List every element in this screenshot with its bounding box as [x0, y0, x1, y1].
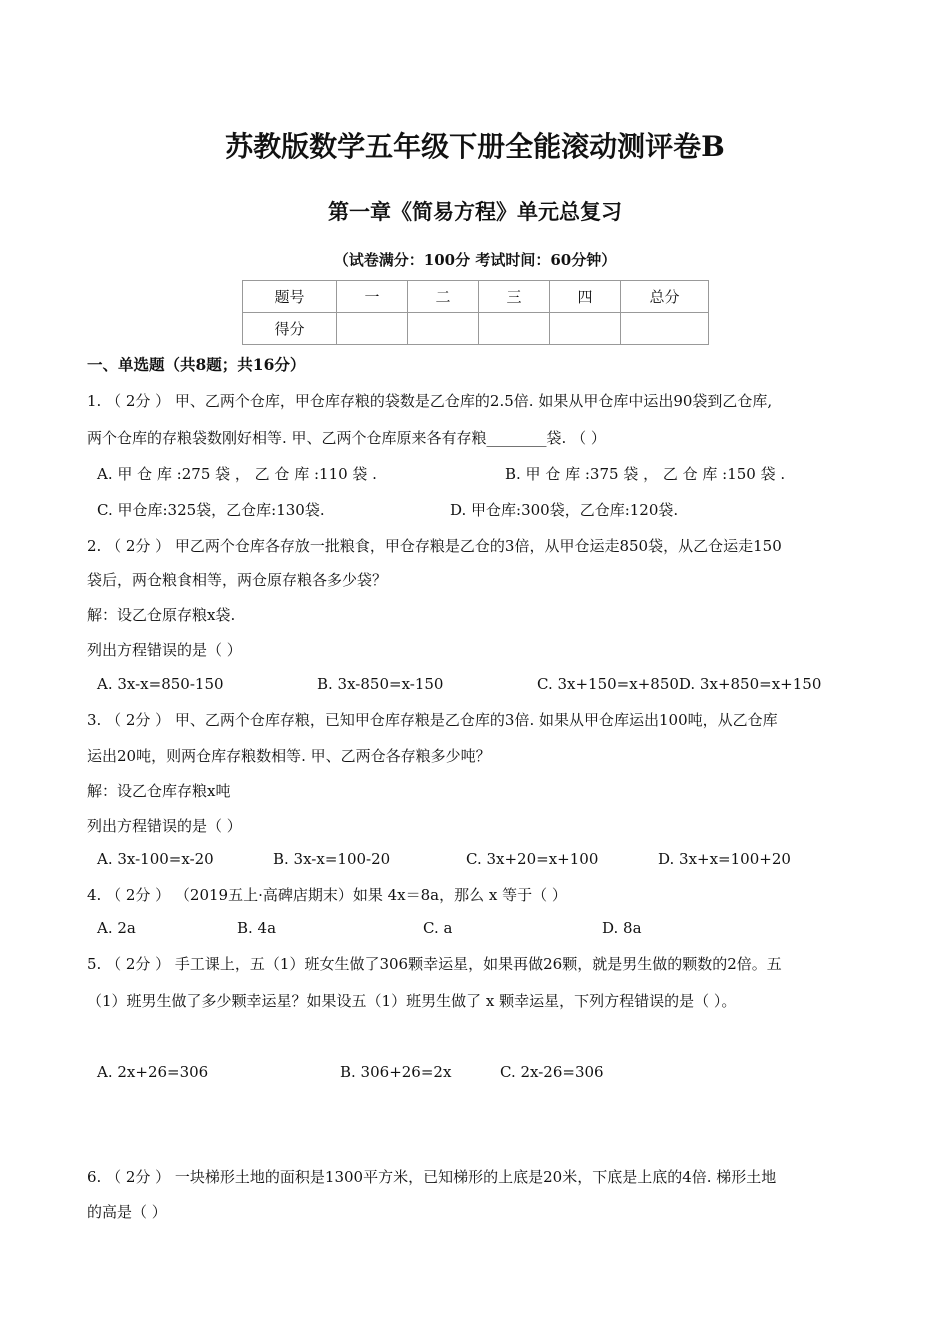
score-table-header-row	[243, 281, 709, 313]
question-5-option-c[interactable]: C. 2x-26=306	[500, 1063, 604, 1081]
question-5-line2: （1）班男生做了多少颗幸运星？如果设五（1）班男生做了 x 颗幸运星，下列方程错误的是（ ）。	[87, 992, 737, 1010]
question-3-option-a[interactable]: A. 3x-100=x-20	[97, 850, 214, 868]
score-cell[interactable]	[550, 313, 621, 345]
question-5-line1: 5. （ 2分 ） 手工课上，五（1）班女生做了306颗幸运星，如果再做26颗，就是男生做的颗数的2倍。五	[87, 955, 782, 973]
page-subtitle: 第一章《简易方程》单元总复习	[328, 199, 622, 224]
score-table-header-cell: 三	[479, 281, 550, 313]
score-cell[interactable]	[479, 313, 550, 345]
question-3-line4: 列出方程错误的是（ ）	[87, 817, 242, 835]
question-2-line2: 袋后，两仓粮食相等，两仓原存粮各多少袋？	[87, 571, 388, 589]
question-3-option-d[interactable]: D. 3x+x=100+20	[658, 850, 791, 868]
question-4-option-a[interactable]: A. 2a	[97, 919, 136, 937]
question-4-option-d[interactable]: D. 8a	[602, 919, 642, 937]
score-cell[interactable]	[408, 313, 479, 345]
question-3-option-c[interactable]: C. 3x+20=x+100	[466, 850, 599, 868]
question-2-line4: 列出方程错误的是（ ）	[87, 641, 242, 659]
question-1-option-c[interactable]: C. 甲仓库:325袋，乙仓库:130袋.	[97, 501, 325, 519]
score-table-header-cell: 四	[550, 281, 621, 313]
question-3-option-b[interactable]: B. 3x-x=100-20	[273, 850, 391, 868]
score-table-score-row	[243, 313, 709, 345]
score-cell[interactable]	[621, 313, 709, 345]
question-1-option-d[interactable]: D. 甲仓库:300袋，乙仓库:120袋.	[450, 501, 679, 519]
question-1-option-a[interactable]: A. 甲 仓 库 :275 袋 ， 乙 仓 库 :110 袋 .	[97, 465, 377, 483]
question-4-option-b[interactable]: B. 4a	[237, 919, 277, 937]
question-2-option-cd[interactable]: C. 3x+150=x+850D. 3x+850=x+150	[537, 675, 822, 693]
exam-meta: （试卷满分：100分 考试时间：60分钟）	[333, 251, 617, 269]
question-4-line1: 4. （ 2分 ） （2019五上·高碑店期末）如果 4x＝8a，那么 x 等于（ ）	[87, 886, 567, 904]
question-4-option-c[interactable]: C. a	[423, 919, 453, 937]
question-2-option-b[interactable]: B. 3x-850=x-150	[317, 675, 444, 693]
question-5-option-a[interactable]: A. 2x+26=306	[97, 1063, 209, 1081]
score-table-header-cell: 总分	[621, 281, 709, 313]
question-2-line3: 解：设乙仓原存粮x袋.	[87, 606, 236, 624]
score-table-header-cell: 一	[337, 281, 408, 313]
question-1-option-b[interactable]: B. 甲 仓 库 :375 袋 ， 乙 仓 库 :150 袋 .	[505, 465, 786, 483]
question-6-line1: 6. （ 2分 ） 一块梯形土地的面积是1300平方米，已知梯形的上底是20米，下底是上底的4倍. 梯形土地	[87, 1168, 777, 1186]
score-table	[242, 280, 709, 345]
score-cell[interactable]	[337, 313, 408, 345]
score-table-header-cell: 题号	[243, 281, 337, 313]
question-1-line1: 1. （ 2分 ） 甲、乙两个仓库，甲仓库存粮的袋数是乙仓库的2.5倍. 如果从甲仓库中运出90袋到乙仓库,	[87, 392, 773, 410]
score-row-label: 得分	[243, 313, 337, 345]
question-3-line1: 3. （ 2分 ） 甲、乙两个仓库存粮，已知甲仓库存粮是乙仓库的3倍. 如果从甲仓库运出100吨，从乙仓库	[87, 711, 778, 729]
page-title: 苏教版数学五年级下册全能滚动测评卷B	[225, 130, 725, 163]
question-2-option-a[interactable]: A. 3x-x=850-150	[97, 675, 224, 693]
question-5-option-b[interactable]: B. 306+26=2x	[340, 1063, 452, 1081]
section-heading: 一、单选题（共8题；共16分）	[87, 355, 306, 374]
question-1-line2: 两个仓库的存粮袋数刚好相等. 甲、乙两个仓库原来各有存粮________袋. （ ）	[87, 429, 606, 447]
question-3-line2: 运出20吨，则两仓库存粮数相等. 甲、乙两仓各存粮多少吨？	[87, 747, 491, 765]
question-6-line2: 的高是（ ）	[87, 1203, 167, 1221]
question-2-line1: 2. （ 2分 ） 甲乙两个仓库各存放一批粮食，甲仓存粮是乙仓的3倍，从甲仓运走850袋，从乙仓运走150	[87, 537, 782, 555]
question-3-line3: 解：设乙仓库存粮x吨	[87, 782, 231, 800]
score-table-header-cell: 二	[408, 281, 479, 313]
